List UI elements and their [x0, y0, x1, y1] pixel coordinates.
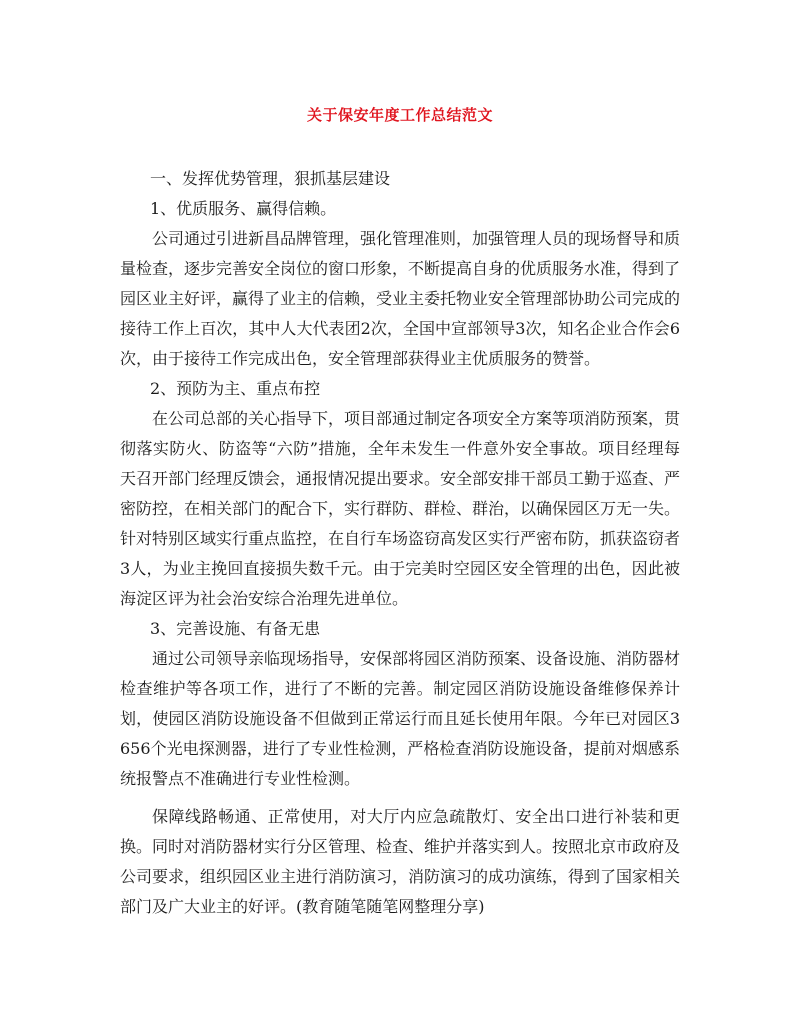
document-body	[120, 164, 680, 922]
subsection-heading-1: 1、优质服务、赢得信赖。	[150, 199, 337, 218]
subsection-paragraph-2: 在公司总部的关心指导下，项目部通过制定各项安全方案等项消防预案，贯彻落实防火、防盗等“六防”措施，全年未发生一件意外安全事故。项目经理每天召开部门经理反馈会，通报情况提出要求。安全部安排干部员工勤于巡查、严密防控，在相关部门的配合下，实行群防、群检、群治，以确保园区万无一失。针对特别区域实行重点监控，在自行车场盗窃高发区实行严密布防，抓获盗窃者3人，为业主挽回直接损失数千元。由于完美时空园区安全管理的出色，因此被海淀区评为社会治安综合治理先进单位。	[120, 409, 681, 608]
paragraph-spacer	[120, 794, 680, 802]
subsection-paragraph-3b: 保障线路畅通、正常使用，对大厅内应急疏散灯、安全出口进行补装和更换。同时对消防器材实行分区管理、检查、维护并落实到人。按照北京市政府及公司要求，组织园区业主进行消防演习，消防演习的成功演练，得到了国家相关部门及广大业主的好评。(教育随笔随笔网整理分享)	[120, 807, 681, 916]
subsection-heading-2: 2、预防为主、重点布控	[150, 379, 321, 398]
section-heading-1: 一、发挥优势管理，狠抓基层建设	[150, 169, 391, 188]
document-title: 关于保安年度工作总结范文	[306, 106, 493, 124]
subsection-paragraph-1: 公司通过引进新昌品牌管理，强化管理准则，加强管理人员的现场督导和质量检查，逐步完善安全岗位的窗口形象，不断提高自身的优质服务水准，得到了园区业主好评，赢得了业主的信赖，受业主委托物业安全管理部协助公司完成的接待工作上百次，其中人大代表团2次，全国中宣部领导3次，知名企业合作会6次，由于接待工作完成出色，安全管理部获得业主优质服务的赞誉。	[120, 229, 681, 368]
subsection-heading-3: 3、完善设施、有备无患	[150, 619, 321, 638]
subsection-paragraph-3a: 通过公司领导亲临现场指导，安保部将园区消防预案、设备设施、消防器材检查维护等各项工作，进行了不断的完善。制定园区消防设施设备维修保养计划，使园区消防设施设备不但做到正常运行而且延长使用年限。今年已对园区3656个光电探测器，进行了专业性检测，严格检查消防设施设备，提前对烟感系统报警点不准确进行专业性检测。	[120, 649, 681, 788]
